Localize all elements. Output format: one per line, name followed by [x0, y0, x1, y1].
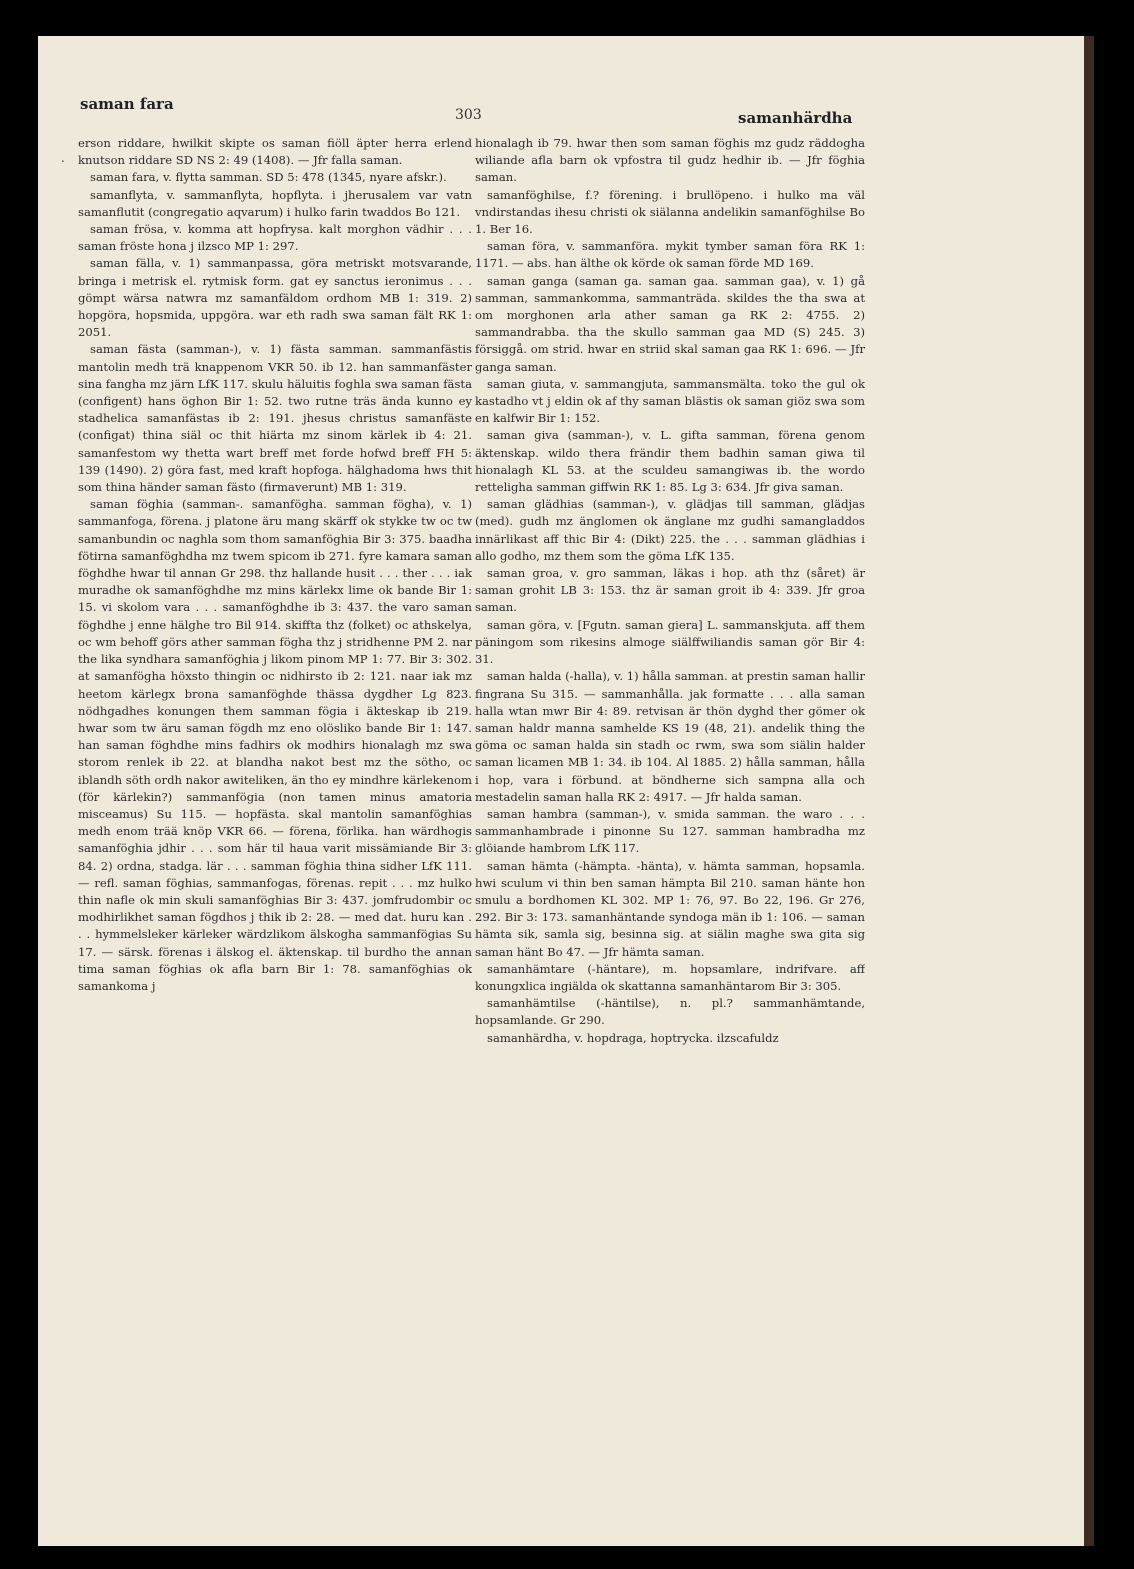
entry-paragraph: samanhärdha, v. hopdraga, hoptrycka. ilzscafuldz: [487, 1030, 779, 1045]
entry-paragraph: saman hambra (samman-), v. smida samman. the waro . . . sammanhambrade i pinonne Su 127. samman hambradha mz glöiande hambrom LfK 117.: [475, 806, 865, 856]
entry-paragraph: saman föghia (samman-. samanfögha. samman fögha), v. 1) sammanfoga, förena. j platone äru mang skärff ok stykke tw oc tw samanbundin oc naghla som thom samanföghia Bir 3: 375. baadha fötirna samanföghdha mz twem spicom ib 271. fyre kamara saman föghdhe hwar til annan Gr 298. thz hallande husit . . . ther . . . iak muradhe ok samanföghdhe mz mins kärlekx lime ok bande Bir 1: 15. vi skolom vara . . . samanföghdhe ib 3: 437. the varo saman föghdhe j enne hälghe tro Bil 914. skiffta thz (folket) oc athskelya, oc wm behoff görs ather samman fögha thz j stridhenne PM 2. nar the lika syndhara samanföghia j likom pinom MP 1: 77. Bir 3: 302. at samanfögha höxsto thingin oc nidhirsto ib 2: 121. naar iak mz heetom kärlegx brona samanföghde thässa dygdher Lg 823. nödhgadhes konungen them samman fögia i äkteskap ib 219. hwar som tw äru saman fögdh mz eno olösliko bande Bir 1: 147. han saman föghdhe mins fadhirs ok modhirs hionalagh mz swa storom renlek ib 22. at blandha nakot best mz the sötho, oc iblandh söth ordh nakor awiteliken, än tho ey mindhre kärlekenom (för kärlekin?) sammanfögia (non tamen minus amatoria misceamus) Su 115. — hopfästa. skal mantolin samanföghias medh enom trää knöp VKR 66. — förena, förlika. han wärdhogis samanföghia jdhir . . . som här til haua varit missämiande Bir 3: 84. 2) ordna, stadga. lär . . . samman föghia thina sidher LfK 111. — refl. saman föghias, sammanfogas, förenas. repit . . . mz hulko thin nafle ok min skuli samanföghias Bir 3: 437. jomfrudombir oc modhirlikhet saman fögdhos j thik ib 2: 28. — med dat. huru kan . . . hymmelsleker kärleker wärdzlikom älskogha sammanfögias Su 17. — särsk. förenas i älskog el. äktenskap. til burdho the annan tima saman föghias ok afla barn Bir 1: 78. samanföghias ok samankoma j: [78, 497, 472, 993]
margin-mark: .: [61, 151, 65, 165]
entry-paragraph: saman fälla, v. 1) sammanpassa, göra metriskt motsvarande, bringa i metrisk el. rytmisk form. gat ey sanctus ieronimus . . . gömpt wärsa natwra mz samanfäldom ordhom MB 1: 319. 2) hopgöra, hopsmida, uppgöra. war eth radh swa saman fält RK 1: 2051.: [78, 256, 472, 340]
left-column: [78, 135, 472, 1375]
entry-paragraph: saman fara, v. flytta samman. SD 5: 478 (1345, nyare afskr.).: [90, 170, 447, 185]
running-head-right: samanhärdha: [738, 109, 853, 127]
entry-paragraph: saman giuta, v. sammangjuta, sammansmälta. toko the gul ok kastadho vt j eldin ok af thy saman blästis ok saman giöz swa som en kalfwir Bir 1: 152.: [475, 376, 865, 426]
entry-paragraph: erson riddare, hwilkit skipte os saman fiöll äpter herra erlend knutson riddare SD NS 2: 49 (1408). — Jfr falla saman.: [78, 136, 472, 168]
entry-paragraph: samanhämtare (-häntare), m. hopsamlare, indrifvare. aff konungxlica ingiälda ok skattanna samanhäntarom Bir 3: 305.: [475, 961, 865, 993]
page-edge: [1084, 36, 1094, 1546]
entry-paragraph: saman föra, v. sammanföra. mykit tymber saman föra RK 1: 1171. — abs. han älthe ok körde ok saman förde MD 169.: [475, 239, 865, 271]
entry-paragraph: saman frösa, v. komma att hopfrysa. kalt morghon vädhir . . . saman fröste hona j ilzsco MP 1: 297.: [78, 222, 472, 254]
running-head-left: saman fara: [80, 95, 174, 113]
entry-paragraph: samanföghilse, f.? förening. i brullöpeno. i hulko ma väl vndirstandas ihesu christi ok siälanna andelikin samanföghilse Bo 1. Ber 16.: [475, 187, 865, 237]
entry-paragraph: saman groa, v. gro samman, läkas i hop. ath thz (såret) är saman grohit LB 3: 153. thz är saman groit ib 4: 339. Jfr groa saman.: [475, 566, 865, 615]
right-column: [475, 135, 865, 1375]
entry-paragraph: saman fästa (samman-), v. 1) fästa samman. sammanfästis mantolin medh trä knappenom VKR 50. ib 12. han sammanfäster sina fangha mz järn LfK 117. skulu häluitis foghla swa saman fästa (configent) hans öghon Bir 1: 52. two rutne träs ända kunno ey stadhelica samanfästas ib 2: 191. jhesus christus samanfäste (configat) thina siäl oc thit hiärta mz sinom kärlek ib 4: 21. samanfestom wy thetta wart breff met forde hofwd breff FH 5: 139 (1490). 2) göra fast, med kraft hopfoga. hälghadoma hws thit som thina händer saman fästo (firmaverunt) MB 1: 319.: [78, 342, 472, 495]
entry-paragraph: saman göra, v. [Fgutn. saman giera] L. sammanskjuta. aff them päningom som rikesins almoge siälffwiliandis saman gör Bir 4: 31.: [475, 617, 865, 667]
entry-paragraph: samanhämtilse (-häntilse), n. pl.? sammanhämtande, hopsamlande. Gr 290.: [475, 996, 865, 1028]
entry-paragraph: saman ganga (saman ga. saman gaa. samman gaa), v. 1) gå samman, sammankomma, sammanträda. skildes the tha swa at om morghonen arla ather saman ga RK 2: 4755. 2) sammandrabba. tha the skullo samman gaa MD (S) 245. 3) försiggå. om strid. hwar en striid skal saman gaa RK 1: 696. — Jfr ganga saman.: [475, 273, 865, 374]
entry-paragraph: saman glädhias (samman-), v. glädjas till samman, glädjas (med). gudh mz änglomen ok änglane mz gudhi samangladdos innärlikast aff thic Bir 4: (Dikt) 225. the . . . samman glädhias i allo godho, mz them som the göma LfK 135.: [475, 497, 865, 563]
entry-paragraph: saman giva (samman-), v. L. gifta samman, förena genom äktenskap. wildo thera frändir them badhin saman giwa til hionalagh KL 53. at the sculdeu samangiwas ib. the wordo retteligha samman giffwin RK 1: 85. Lg 3: 634. Jfr giva saman.: [475, 428, 865, 495]
page-number: 303: [455, 107, 482, 123]
entry-paragraph: saman hämta (-hämpta. -hänta), v. hämta samman, hopsamla. hwi sculum vi thin ben saman hämpta Bil 210. saman hänte hon smulu a bordhomen KL 302. MP 1: 76, 97. Bo 22, 196. Gr 276, 292. Bir 3: 173. samanhäntande syndoga män ib 1: 106. — saman hämta sik, samla sig, besinna sig. at siälin maghe swa gita sig saman hänt Bo 47. — Jfr hämta saman.: [475, 858, 865, 959]
entry-paragraph: samanflyta, v. sammanflyta, hopflyta. i jherusalem var vatn samanflutit (congregatio aqvarum) i hulko farin twaddos Bo 121.: [78, 187, 472, 219]
entry-paragraph: hionalagh ib 79. hwar then som saman föghis mz gudz räddogha wiliande afla barn ok vpfostra til gudz hedhir ib. — Jfr föghia saman.: [475, 136, 865, 185]
entry-paragraph: saman halda (-halla), v. 1) hålla samman. at prestin saman hallir fingrana Su 315. — sammanhålla. jak formatte . . . alla saman halla wtan mwr Bir 4: 89. retvisan är thön dyghd ther gömer ok saman haldr manna samhelde KS 19 (48, 21). andelik thing the göma oc saman halda sin stadh oc rwm, swa som siälin halder saman licamen MB 1: 34. ib 104. Al 1885. 2) hålla samman, hålla i hop, vara i förbund. at böndherne sich sampna alla och mestadelin saman halla RK 2: 4917. — Jfr halda saman.: [475, 669, 865, 804]
